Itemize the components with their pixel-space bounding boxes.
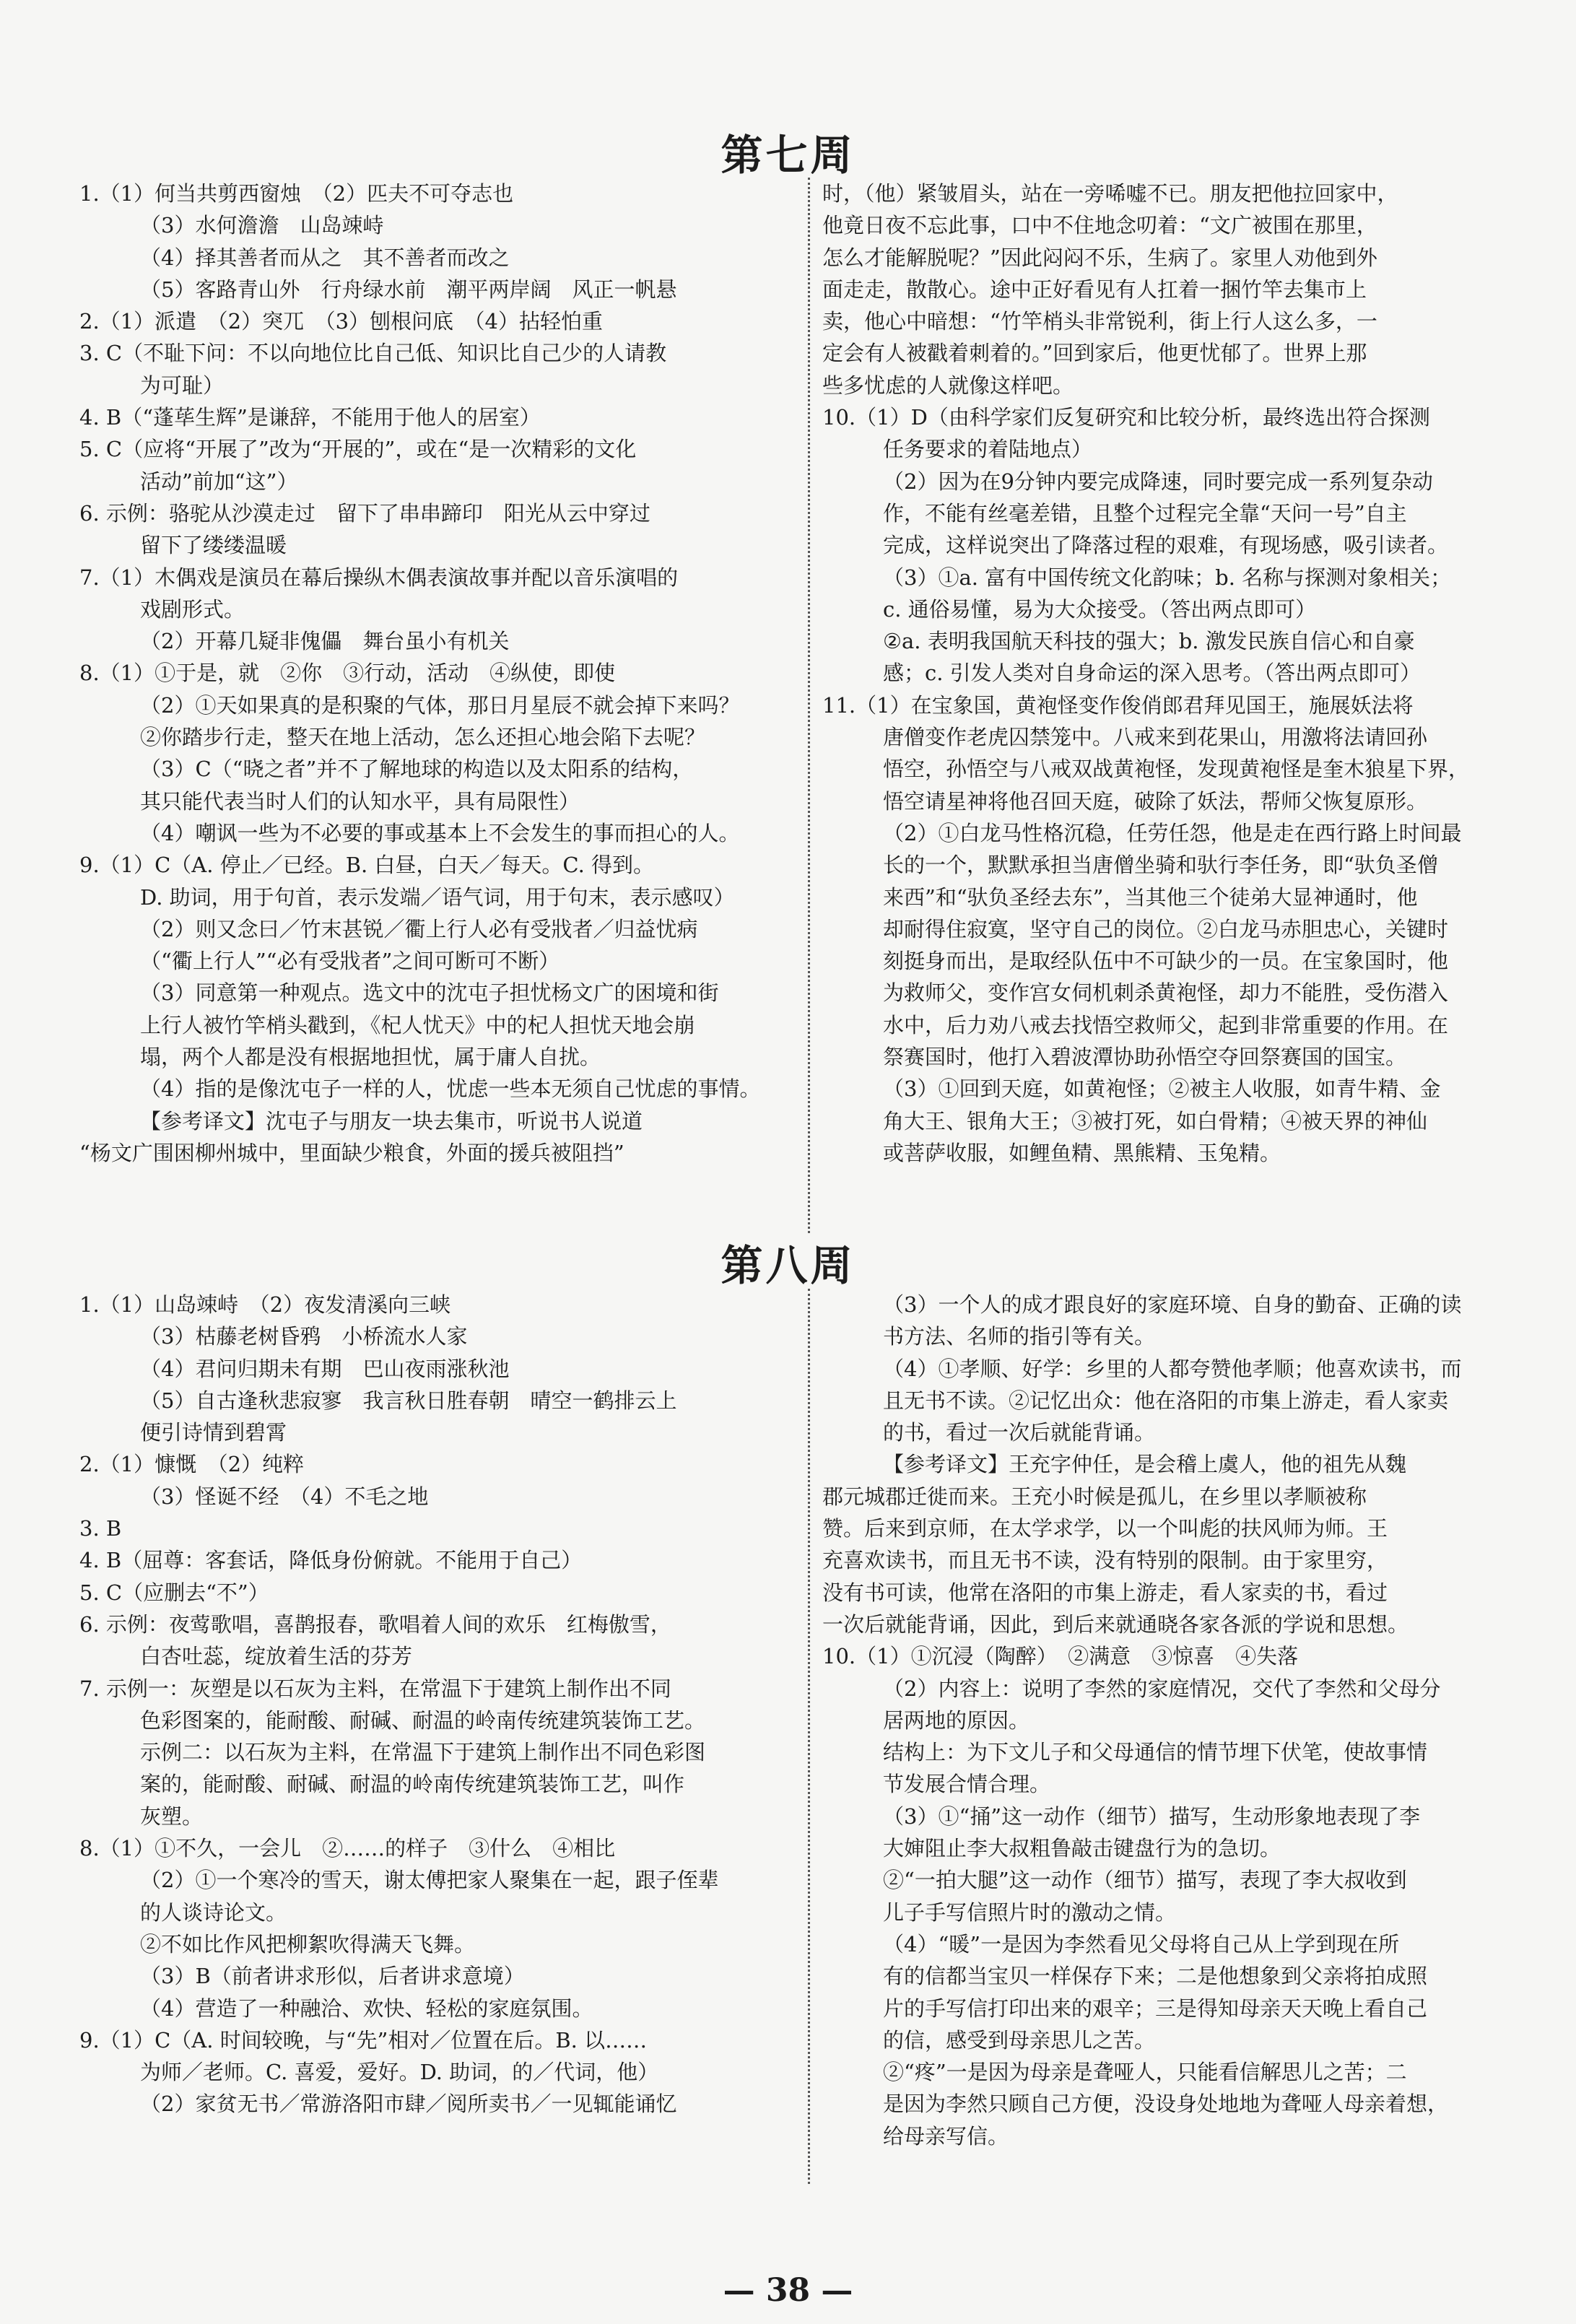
text-line: 2.（1）派遣 （2）突兀 （3）刨根问底 （4）拈轻怕重 (79, 309, 603, 334)
text-line: （“衢上行人”“必有受戕者”之间可断可不断） (140, 949, 560, 974)
text-line: 9.（1）C（A. 停止／已经。B. 白昼，白天／每天。C. 得到。 (79, 853, 655, 878)
text-line: ②“疼”一是因为母亲是聋哑人，只能看信解思儿之苦；二 (883, 2060, 1407, 2085)
text-line: 其只能代表当时人们的认知水平，具有局限性） (140, 788, 580, 814)
text-line: 定会有人被戳着刺着的。”回到家后，他更忧郁了。世界上那 (822, 341, 1367, 366)
text-line: 水中，后力劝八戒去找悟空救师父，起到非常重要的作用。在 (883, 1012, 1449, 1037)
text-line: 唐僧变作老虎囚禁笼中。八戒来到花果山，用激将法请回孙 (883, 725, 1428, 750)
text-line: 1.（1）何当共剪西窗烛 （2）匹夫不可夺志也 (79, 181, 514, 206)
text-line: 【参考译文】沈屯子与朋友一块去集市，听说书人说道 (140, 1108, 643, 1133)
text-line: （2）因为在9分钟内要完成降速，同时要完成一系列复杂动 (883, 469, 1433, 494)
text-line: 他竟日夜不忘此事，口中不住地念叨着：“文广被围在那里， (822, 213, 1377, 238)
text-line: （2）则又念曰／竹末甚锐／衢上行人必有受戕者／归益忧病 (140, 916, 698, 941)
text-line: 刻挺身而出，是取经队伍中不可缺少的一员。在宝象国时，他 (883, 949, 1449, 974)
text-line: （3）枯藤老树昏鸦 小桥流水人家 (140, 1324, 468, 1349)
week8-right-column (822, 1289, 1537, 2152)
text-line: 10.（1）①沉浸（陶醉） ②满意 ③惊喜 ④失落 (822, 1644, 1299, 1669)
week8-title: 第八周 (720, 1241, 856, 1290)
text-line: （2）①一个寒冷的雪天，谢太傅把家人聚集在一起，跟子侄辈 (140, 1868, 719, 1893)
text-line: （3）①回到天庭，如黄袍怪；②被主人收服，如青牛精、金 (883, 1076, 1441, 1102)
text-line: 儿子手写信照片时的激动之情。 (883, 1899, 1177, 1925)
text-line: ②a. 表明我国航天科技的强大；b. 激发民族自信心和自豪 (883, 629, 1415, 654)
text-line: 完成，这样说突出了降落过程的艰难，有现场感，吸引读者。 (883, 533, 1449, 558)
text-line: 任务要求的着陆地点） (883, 437, 1093, 462)
text-line: 8.（1）①不久，一会儿 ②……的样子 ③什么 ④相比 (79, 1836, 616, 1861)
text-line: 10.（1）D（由科学家们反复研究和比较分析，最终选出符合探测 (822, 405, 1430, 430)
text-line: （5）客路青山外 行舟绿水前 潮平两岸阔 风正一帆悬 (140, 277, 677, 302)
text-line: 7.（1）木偶戏是演员在幕后操纵木偶表演故事并配以音乐演唱的 (79, 565, 679, 590)
text-line: 郡元城郡迁徙而来。王充小时候是孤儿，在乡里以孝顺被称 (822, 1484, 1367, 1509)
text-line: （2）①白龙马性格沉稳，任劳任怨，他是走在西行路上时间最 (883, 820, 1462, 845)
text-line: （3）①“捅”这一动作（细节）描写，生动形象地表现了李 (883, 1803, 1421, 1829)
text-line: 祭赛国时，他打入碧波潭协助孙悟空夺回祭赛国的国宝。 (883, 1045, 1407, 1070)
text-line: 【参考译文】王充字仲任，是会稽上虞人，他的祖先从魏 (883, 1452, 1407, 1477)
week7-right-column (822, 178, 1537, 1169)
text-line: 充喜欢读书，而且无书不读，没有特别的限制。由于家里穷， (822, 1548, 1388, 1573)
week7-left-column (79, 178, 798, 1169)
text-line: 白杏吐蕊，绽放着生活的芬芳 (140, 1644, 413, 1669)
text-line: 赞。后来到京师，在太学求学，以一个叫彪的扶风师为师。王 (822, 1516, 1388, 1541)
text-line: 卖，他心中暗想：“竹竿梢头非常锐利，街上行人这么多，一 (822, 309, 1377, 334)
text-line: 示例二：以石灰为主料，在常温下于建筑上制作出不同色彩图 (140, 1740, 706, 1765)
week7-column-divider (808, 178, 810, 1233)
text-line: 5. C（应删去“不”） (79, 1580, 269, 1605)
text-line: D. 助词，用于句首，表示发端／语气词，用于句末，表示感叹） (140, 884, 735, 910)
text-line: 书方法、名师的指引等有关。 (883, 1324, 1156, 1349)
text-line: 6. 示例：骆驼从沙漠走过 留下了串串蹄印 阳光从云中穿过 (79, 500, 650, 526)
text-line: 时，（他）紧皱眉头，站在一旁唏嘘不已。朋友把他拉回家中， (822, 181, 1398, 206)
text-line: 6. 示例：夜莺歌唱，喜鹊报春，歌唱着人间的欢乐 红梅傲雪， (79, 1611, 671, 1637)
text-line: c. 通俗易懂，易为大众接受。（答出两点即可） (883, 596, 1317, 622)
text-line: （3）一个人的成才跟良好的家庭环境、自身的勤奋、正确的读 (883, 1292, 1462, 1317)
text-line: 11.（1）在宝象国，黄袍怪变作俊俏郎君拜见国王，施展妖法将 (822, 692, 1414, 718)
text-line: 没有书可读，他常在洛阳的市集上游走，看人家卖的书，看过 (822, 1580, 1388, 1605)
text-line: 的书，看过一次后就能背诵。 (883, 1420, 1156, 1445)
text-line: 活动”前加“这”） (140, 469, 298, 494)
text-line: （4）嘲讽一些为不必要的事或基本上不会发生的事而担心的人。 (140, 820, 740, 845)
text-line: 结构上：为下文儿子和父母通信的情节埋下伏笔，使故事情 (883, 1740, 1428, 1765)
page-number: — 38 — (723, 2272, 853, 2309)
text-line: 为救师父，变作宫女伺机刺杀黄袍怪，却力不能胜，受伤潜入 (883, 980, 1449, 1006)
text-line: ②你踏步行走，整天在地上活动，怎么还担心地会陷下去呢？ (140, 725, 706, 750)
text-line: 片的手写信打印出来的艰辛；三是得知母亲天天晚上看自己 (883, 1996, 1428, 2021)
text-line: （3）同意第一种观点。选文中的沈屯子担忧杨文广的困境和街 (140, 980, 719, 1006)
text-line: 的信，感受到母亲思儿之苦。 (883, 2027, 1156, 2053)
text-line: 给母亲写信。 (883, 2123, 1009, 2149)
text-line: 留下了缕缕温暖 (140, 533, 287, 558)
text-line: 悟空，孙悟空与八戒双战黄袍怪，发现黄袍怪是奎木狼星下界， (883, 757, 1470, 782)
text-line: ②不如比作风把柳絮吹得满天飞舞。 (140, 1931, 476, 1957)
text-line: （4）君问归期未有期 巴山夜雨涨秋池 (140, 1356, 510, 1381)
text-line: “杨文广围困柳州城中，里面缺少粮食，外面的援兵被阻挡” (79, 1140, 624, 1165)
text-line: 为可耻） (140, 373, 225, 398)
text-line: 7. 示例一：灰塑是以石灰为主料，在常温下于建筑上制作出不同 (79, 1676, 671, 1701)
text-line: 大婶阻止李大叔粗鲁敲击键盘行为的急切。 (883, 1836, 1281, 1861)
text-line: 3. B (79, 1516, 122, 1541)
text-line: 2.（1）慷慨 （2）纯粹 (79, 1452, 305, 1477)
text-line: （2）家贫无书／常游洛阳市肆／阅所卖书／一见辄能诵忆 (140, 2092, 677, 2117)
text-line: 长的一个，默默承担当唐僧坐骑和驮行李任务，即“驮负圣僧 (883, 853, 1438, 878)
text-line: 的人谈诗论文。 (140, 1899, 287, 1925)
text-line: 有的信都当宝贝一样保存下来；二是他想象到父亲将拍成照 (883, 1964, 1428, 1989)
text-line: （3）怪诞不经 （4）不毛之地 (140, 1484, 429, 1509)
text-line: 便引诗情到碧霄 (140, 1420, 287, 1445)
text-line: 塌，两个人都是没有根据地担忧，属于庸人自扰。 (140, 1045, 601, 1070)
text-line: （3）B（前者讲求形似，后者讲求意境） (140, 1964, 525, 1989)
text-line: 角大王、银角大王；③被打死，如白骨精；④被天界的神仙 (883, 1108, 1428, 1133)
text-line: 1.（1）山岛竦峙 （2）夜发清溪向三峡 (79, 1292, 451, 1317)
text-line: （4）营造了一种融洽、欢快、轻松的家庭氛围。 (140, 1996, 593, 2021)
week8-column-divider (808, 1289, 810, 2184)
text-line: 是因为李然只顾自己方便，没设身处地地为聋哑人母亲着想， (883, 2092, 1449, 2117)
text-line: 来西”和“驮负圣经去东”，当其他三个徒弟大显神通时，他 (883, 884, 1418, 910)
text-line: 戏剧形式。 (140, 596, 245, 622)
text-line: 灰塑。 (140, 1803, 204, 1829)
text-line: 8.（1）①于是，就 ②你 ③行动，活动 ④纵使，即使 (79, 661, 616, 686)
text-line: （4）指的是像沈屯子一样的人，忧虑一些本无须自己忧虑的事情。 (140, 1076, 761, 1102)
text-line: 4. B（屈尊：客套话，降低身份俯就。不能用于自己） (79, 1548, 583, 1573)
text-line: （4）①孝顺、好学：乡里的人都夸赞他孝顺；他喜欢读书，而 (883, 1356, 1462, 1381)
text-line: （2）开幕几疑非傀儡 舞台虽小有机关 (140, 629, 510, 654)
text-line: 5. C（应将“开展了”改为“开展的”，或在“是一次精彩的文化 (79, 437, 637, 462)
text-line: 作，不能有丝毫差错，且整个过程完全靠“天问一号”自主 (883, 500, 1407, 526)
text-line: 居两地的原因。 (883, 1707, 1030, 1733)
text-line: 悟空请星神将他召回天庭，破除了妖法，帮师父恢复原形。 (883, 788, 1428, 814)
text-line: （4）“暖”一是因为李然看见父母将自己从上学到现在所 (883, 1931, 1400, 1957)
text-line: 节发展合情合理。 (883, 1772, 1051, 1797)
text-line: 面走走，散散心。途中正好看见有人扛着一捆竹竿去集市上 (822, 277, 1367, 302)
week8-left-column (79, 1289, 798, 2120)
text-line: （2）①天如果真的是积聚的气体，那日月星辰不就会掉下来吗？ (140, 692, 740, 718)
text-line: （4）择其善者而从之 其不善者而改之 (140, 245, 510, 270)
text-line: 4. B（“蓬荜生辉”是谦辞，不能用于他人的居室） (79, 405, 541, 430)
text-line: （3）①a. 富有中国传统文化韵味；b. 名称与探测对象相关； (883, 565, 1452, 590)
text-line: ②“一拍大腿”这一动作（细节）描写，表现了李大叔收到 (883, 1868, 1407, 1893)
text-line: （2）内容上：说明了李然的家庭情况，交代了李然和父母分 (883, 1676, 1441, 1701)
text-line: （3）水何澹澹 山岛竦峙 (140, 213, 384, 238)
text-line: （3）C（“晓之者”并不了解地球的构造以及太阳系的结构， (140, 757, 694, 782)
text-line: 些多忧虑的人就像这样吧。 (822, 373, 1074, 398)
text-line: 或菩萨收服，如鲤鱼精、黑熊精、玉兔精。 (883, 1140, 1281, 1165)
text-line: 怎么才能解脱呢？”因此闷闷不乐，生病了。家里人劝他到外 (822, 245, 1377, 270)
text-line: （5）自古逢秋悲寂寥 我言秋日胜春朝 晴空一鹤排云上 (140, 1388, 677, 1413)
text-line: 一次后就能背诵，因此，到后来就通晓各家各派的学说和思想。 (822, 1611, 1409, 1637)
text-line: 3. C（不耻下问：不以向地位比自己低、知识比自己少的人请教 (79, 341, 667, 366)
text-line: 上行人被竹竿梢头戳到，《杞人忧天》中的杞人担忧天地会崩 (140, 1012, 695, 1037)
text-line: 感；c. 引发人类对自身命运的深入思考。（答出两点即可） (883, 661, 1422, 686)
text-line: 且无书不读。②记忆出众：他在洛阳的市集上游走，看人家卖 (883, 1388, 1449, 1413)
text-line: 9.（1）C（A. 时间较晚，与“先”相对／位置在后。B. 以…… (79, 2027, 648, 2053)
text-line: 为师／老师。C. 喜爱，爱好。D. 助词，的／代词，他） (140, 2060, 659, 2085)
text-line: 案的，能耐酸、耐碱、耐温的岭南传统建筑装饰工艺，叫作 (140, 1772, 685, 1797)
week7-title: 第七周 (720, 131, 856, 180)
text-line: 色彩图案的，能耐酸、耐碱、耐温的岭南传统建筑装饰工艺。 (140, 1707, 706, 1733)
text-line: 却耐得住寂寞，坚守自己的岗位。②白龙马赤胆忠心，关键时 (883, 916, 1449, 941)
